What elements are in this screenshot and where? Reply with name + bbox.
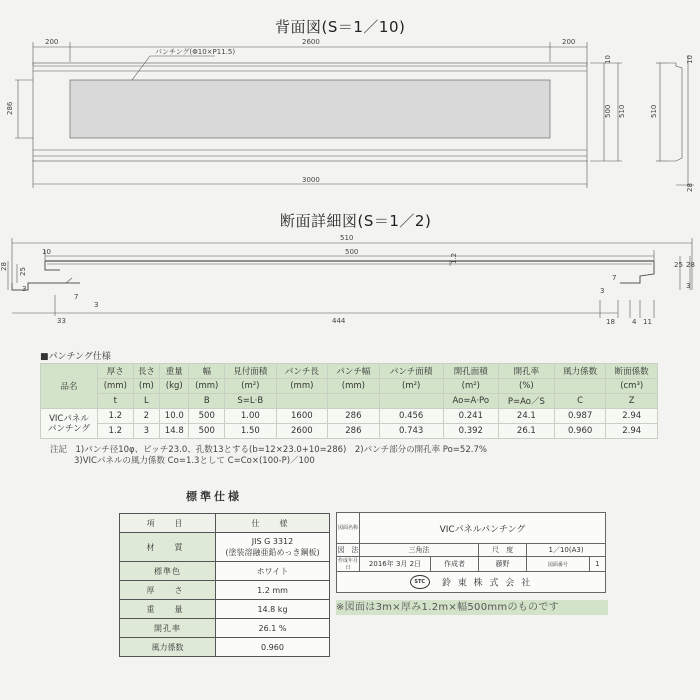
- col-symbol: [379, 394, 443, 409]
- std-value: JIS G 3312 (塗装溶融亜鉛めっき鋼板): [216, 533, 330, 562]
- std-label: 開孔率: [120, 619, 216, 638]
- sec-l3b: 3: [94, 301, 99, 309]
- col-unit: (mm): [98, 379, 134, 394]
- footnote: ※図面は3m×厚み1.2m×幅500mmのものです: [336, 600, 608, 615]
- col-unit: (m²): [225, 379, 277, 394]
- sec-r7: 7: [612, 274, 617, 282]
- table-cell: 286: [328, 409, 380, 424]
- std-value: 26.1 %: [216, 619, 330, 638]
- col-symbol: [328, 394, 380, 409]
- table-cell: 286: [328, 424, 380, 439]
- col-unit: (%): [498, 379, 554, 394]
- col-symbol: C: [554, 394, 606, 409]
- col-unit: (m²): [379, 379, 443, 394]
- tb-cell: 三角法: [360, 544, 479, 557]
- table-row: [120, 600, 330, 619]
- sec-l33: 33: [57, 317, 66, 325]
- note-line-1: 注記 1)パンチ径10φ、ピッチ23.0、孔数13とする(b=12×23.0+10=286) 2)パンチ部分の開孔率 Po=52.7%: [50, 445, 487, 455]
- section-view-title: 断面詳細図(S＝1／2): [280, 212, 432, 230]
- col-header: 断面係数: [606, 364, 658, 379]
- drawing-name: VICパネルパンチング: [360, 513, 606, 544]
- col-unit: (mm): [276, 379, 328, 394]
- std-value: 0.960: [216, 638, 330, 657]
- table-cell: 500: [189, 409, 225, 424]
- sec-l25: 25: [19, 267, 27, 276]
- dim-right-200: 200: [562, 38, 576, 46]
- sec-r4: 4: [632, 318, 637, 326]
- col-unit: (mm): [328, 379, 380, 394]
- table-cell: 2600: [276, 424, 328, 439]
- company-name: 鈴 東 株 式 会 社: [441, 578, 533, 589]
- sec-10: 10: [42, 248, 51, 256]
- std-label: 風力係数: [120, 638, 216, 657]
- table-row: [120, 562, 330, 581]
- punch-spec-title: ■パンチング仕様: [40, 352, 111, 362]
- note-line-2: 3)VICパネルの風力係数 Co=1.3として C=Co×(100-P)／100: [74, 456, 315, 466]
- col-symbol: P=Ao／S: [498, 394, 554, 409]
- tb-cell: 2016年 3月 2日: [360, 557, 431, 572]
- sec-510: 510: [340, 234, 354, 242]
- tb-cell: 1: [589, 557, 605, 572]
- col-symbol: B: [189, 394, 225, 409]
- sec-r11: 11: [643, 318, 652, 326]
- title-block: [336, 512, 606, 593]
- table-row: [41, 409, 658, 424]
- company-row: [337, 572, 606, 593]
- table-cell: 0.241: [443, 409, 498, 424]
- col-symbol: [276, 394, 328, 409]
- tb-cell: 藤野: [479, 557, 527, 572]
- table-cell: 2.94: [606, 409, 658, 424]
- standard-spec-table: [119, 513, 330, 657]
- std-header-spec: 仕 様: [216, 514, 330, 533]
- table-cell: 500: [189, 424, 225, 439]
- table-cell: 2.94: [606, 424, 658, 439]
- col-header: 開孔面積: [443, 364, 498, 379]
- back-view-title: 背面図(S＝1／10): [275, 18, 406, 36]
- table-cell: 1.00: [225, 409, 277, 424]
- notes: [50, 445, 487, 467]
- col-symbol: t: [98, 394, 134, 409]
- table-cell: 0.743: [379, 424, 443, 439]
- sec-500: 500: [345, 248, 359, 256]
- dim-center-2600: 2600: [302, 38, 320, 46]
- table-row: [41, 424, 658, 439]
- table-cell: 1.2: [98, 424, 134, 439]
- std-label: 標準色: [120, 562, 216, 581]
- col-header: パンチ面積: [379, 364, 443, 379]
- dim-r510: 510: [618, 104, 626, 118]
- col-header: 重量: [160, 364, 189, 379]
- table-cell: 0.456: [379, 409, 443, 424]
- standard-spec-title: 標準仕様: [186, 490, 242, 503]
- table-row: [120, 533, 330, 562]
- punch-spec-table: [40, 363, 658, 439]
- table-cell: 1.50: [225, 424, 277, 439]
- table-cell: 3: [133, 424, 160, 439]
- sec-444: 444: [332, 317, 346, 325]
- col-unit: [554, 379, 606, 394]
- col-unit: (m): [133, 379, 160, 394]
- sec-1-2: 1.2: [450, 252, 458, 264]
- col-unit: (mm): [189, 379, 225, 394]
- tb-cell: 1／10(A3): [527, 544, 606, 557]
- dim-286: 286: [6, 101, 14, 115]
- table-row: [120, 619, 330, 638]
- col-unit: (kg): [160, 379, 189, 394]
- sec-l7: 7: [74, 293, 79, 301]
- sec-r3: 3: [600, 287, 605, 295]
- sec-r18: 18: [606, 318, 615, 326]
- table-row: [120, 581, 330, 600]
- std-value: ホワイト: [216, 562, 330, 581]
- table-cell: 1.2: [98, 409, 134, 424]
- col-header: 見付面積: [225, 364, 277, 379]
- company-logo: STC: [410, 575, 430, 589]
- table-cell: 0.987: [554, 409, 606, 424]
- col-symbol: Ao=A·Po: [443, 394, 498, 409]
- tb-cell: 図面番号: [527, 557, 590, 572]
- table-cell: 0.960: [554, 424, 606, 439]
- col-header: 長さ: [133, 364, 160, 379]
- col-unit: (cm³): [606, 379, 658, 394]
- dim-r500: 500: [604, 104, 612, 118]
- col-header: 開孔率: [498, 364, 554, 379]
- col-header: 厚さ: [98, 364, 134, 379]
- table-cell: 26.1: [498, 424, 554, 439]
- table-cell: 10.0: [160, 409, 189, 424]
- col-symbol: [160, 394, 189, 409]
- table-cell: 14.8: [160, 424, 189, 439]
- dim-total-3000: 3000: [302, 176, 320, 184]
- table-cell: 0.392: [443, 424, 498, 439]
- dim-side-10: 10: [686, 55, 694, 64]
- col-header: 風力係数: [554, 364, 606, 379]
- col-name-header: 品名: [41, 364, 98, 409]
- sec-r28: 28: [686, 261, 695, 269]
- col-unit: (m²): [443, 379, 498, 394]
- sec-r25: 25: [674, 261, 683, 269]
- dim-left-200: 200: [45, 38, 59, 46]
- tb-cell: 作成者: [431, 557, 479, 572]
- dim-r10: 10: [604, 55, 612, 64]
- title-block-side-label: 図面名称: [337, 513, 360, 544]
- product-name-cell: VICパネル パンチング: [41, 409, 98, 439]
- table-cell: 2: [133, 409, 160, 424]
- col-symbol: L: [133, 394, 160, 409]
- table-cell: 1600: [276, 409, 328, 424]
- col-symbol: S=L·B: [225, 394, 277, 409]
- tb-cell: 作成年月日: [337, 558, 358, 571]
- dim-side-510: 510: [650, 104, 658, 118]
- std-header-item: 項 目: [120, 514, 216, 533]
- std-value: 14.8 kg: [216, 600, 330, 619]
- sec-r3b: 3: [686, 282, 691, 290]
- dim-side-28: 28: [686, 183, 694, 192]
- col-symbol: Z: [606, 394, 658, 409]
- std-label: 重 量: [120, 600, 216, 619]
- std-label: 材 質: [120, 533, 216, 562]
- tb-cell: 尺 度: [479, 544, 527, 557]
- sec-l3: 3: [22, 285, 27, 293]
- std-label: 厚 さ: [120, 581, 216, 600]
- table-row: [120, 638, 330, 657]
- punching-label: パンチング(Φ10×P11.5): [155, 48, 236, 56]
- table-cell: 24.1: [498, 409, 554, 424]
- sec-l28: 28: [0, 262, 8, 271]
- col-header: パンチ長: [276, 364, 328, 379]
- tb-cell: 図 法: [337, 544, 360, 557]
- std-value: 1.2 mm: [216, 581, 330, 600]
- col-header: パンチ幅: [328, 364, 380, 379]
- col-header: 幅: [189, 364, 225, 379]
